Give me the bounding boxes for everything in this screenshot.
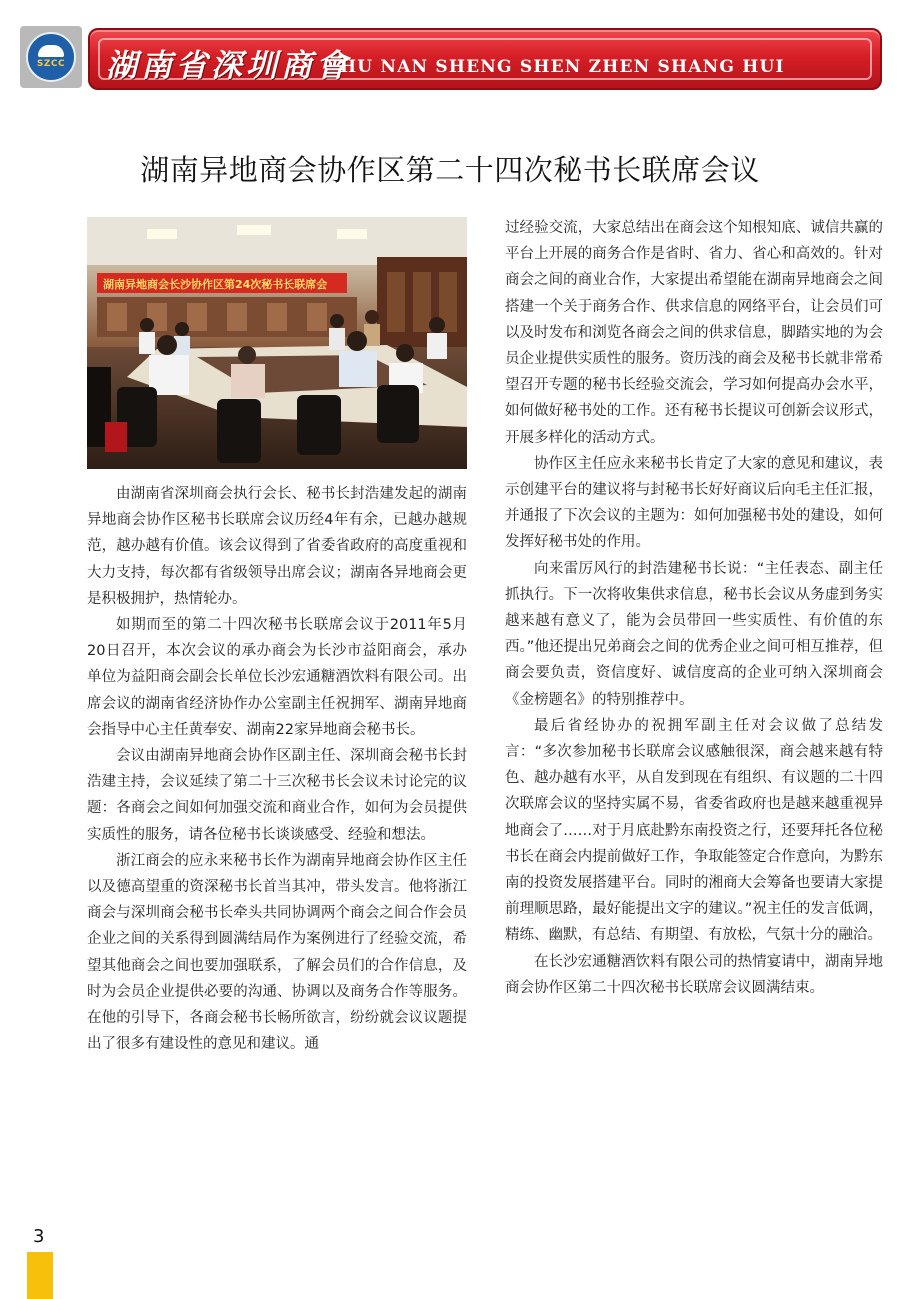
- photo-banner-text: 湖南异地商会长沙协作区第24次秘书长联席会: [103, 278, 328, 291]
- bird-icon: [38, 45, 64, 57]
- paragraph: 由湖南省深圳商会执行会长、秘书长封浩建发起的湖南异地商会协作区秘书长联席会议历经4年有余，已越办越规范，越办越有价值。该会议得到了省委省政府的高度重视和大力支持，每次都有省级领导出席会议；湖南各异地商会更是积极拥护，热情轮办。: [87, 486, 467, 607]
- header-banner: [88, 28, 882, 90]
- paragraph: 向来雷厉风行的封浩建秘书长说：“主任表态、副主任抓执行。下一次将收集供求信息，秘书长会议从务虚到务实越来越有意义了，能为会员带回一些实质性、有价值的东西。”他还提出兄弟商会之间的优秀企业之间可相互推荐，但商会要负责，资信度好、诚信度高的企业可纳入深圳商会《金榜题名》的特别推荐中。: [505, 560, 883, 708]
- paragraph: 会议由湖南异地商会协作区副主任、深圳商会秘书长封浩建主持，会议延续了第二十三次秘书长会议未讨论完的议题：各商会之间如何加强交流和商业合作，如何为会员提供实质性的服务，请各位秘书长谈谈感受、经验和想法。: [87, 748, 467, 843]
- paragraph-continued: 过经验交流，大家总结出在商会这个知根知底、诚信共赢的平台上开展的商务合作是省时、省力、省心和高效的。针对商会之间的商业合作，大家提出希望能在湖南异地商会之间搭建一个关于商务合作、供求信息的网络平台，让会员们可以及时发布和浏览各商会之间的供求信息，脚踏实地的为会员企业提供实质性的服务。资历浅的商会及秘书长就非常希望召开专题的秘书长经验交流会，学习如何提高办会水平，如何做好秘书处的工作。还有秘书长提议可创新会议形式，开展多样化的活动方式。: [505, 220, 883, 446]
- paragraph: 在长沙宏通糖酒饮料有限公司的热情宴请中，湖南异地商会协作区第二十四次秘书长联席会议圆满结束。: [505, 953, 883, 996]
- banner-english-title: HU NAN SHENG SHEN ZHEN SHANG HUI: [340, 57, 785, 77]
- banner-chinese-title: 湖南省深圳商會: [106, 48, 351, 84]
- paragraph: 如期而至的第二十四次秘书长联席会议于2011年5月20日召开，本次会议的承办商会为长沙市益阳商会，承办单位为益阳商会副会长单位长沙宏通糖酒饮料有限公司。出席会议的湖南省经济协作办公室副主任祝拥军、湖南异地商会指导中心主任黄奉安、湖南22家异地商会秘书长。: [87, 617, 467, 738]
- footer-accent-bar: [27, 1252, 53, 1299]
- meeting-photo-illustration: [87, 217, 467, 469]
- logo-text: SZCC: [36, 59, 66, 69]
- paragraph: 最后省经协办的祝拥军副主任对会议做了总结发言：“多次参加秘书长联席会议感触很深，商会越来越有特色、越办越有水平，从自发到现在有组织、有议题的二十四次联席会议的坚持实属不易，省委省政府也是越来越重视异地商会了……对于月底赴黔东南投资之行，还要拜托各位秘书长在商会内提前做好工作，争取能签定合作意向，为黔东南的投资发展搭建平台。同时的湘商大会筹备也要请大家提前理顺思路，最好能提出文字的建议。”祝主任的发言低调，精练、幽默，有总结、有期望、有放松，气氛十分的融洽。: [505, 717, 883, 944]
- logo-emblem-icon: [26, 32, 76, 82]
- paragraph: 协作区主任应永来秘书长肯定了大家的意见和建议，表示创建平台的建议将与封秘书长好好商议后向毛主任汇报，并通报了下次会议的主题为：如何加强秘书处的建设，如何发挥好秘书处的作用。: [505, 455, 883, 551]
- article-title: 湖南异地商会协作区第二十四次秘书长联席会议: [140, 153, 760, 187]
- logo: [20, 26, 82, 88]
- page-number: 3: [33, 1226, 45, 1247]
- article-right-column: [505, 215, 883, 1001]
- paragraph: 浙江商会的应永来秘书长作为湖南异地商会协作区主任以及德高望重的资深秘书长首当其冲，带头发言。他将浙江商会与深圳商会秘书长牵头共同协调两个商会之间合作会员企业之间的关系得到圆满结局作为案例进行了经验交流，希望其他商会之间也要加强联系，了解会员们的合作信息，及时为会员企业提供必要的沟通、协调以及商务合作等服务。在他的引导下，各商会秘书长畅所欲言，纷纷就会议议题提出了很多有建设性的意见和建议。通: [87, 852, 467, 1053]
- meeting-photo: [87, 217, 467, 469]
- article-left-column: [87, 481, 467, 1057]
